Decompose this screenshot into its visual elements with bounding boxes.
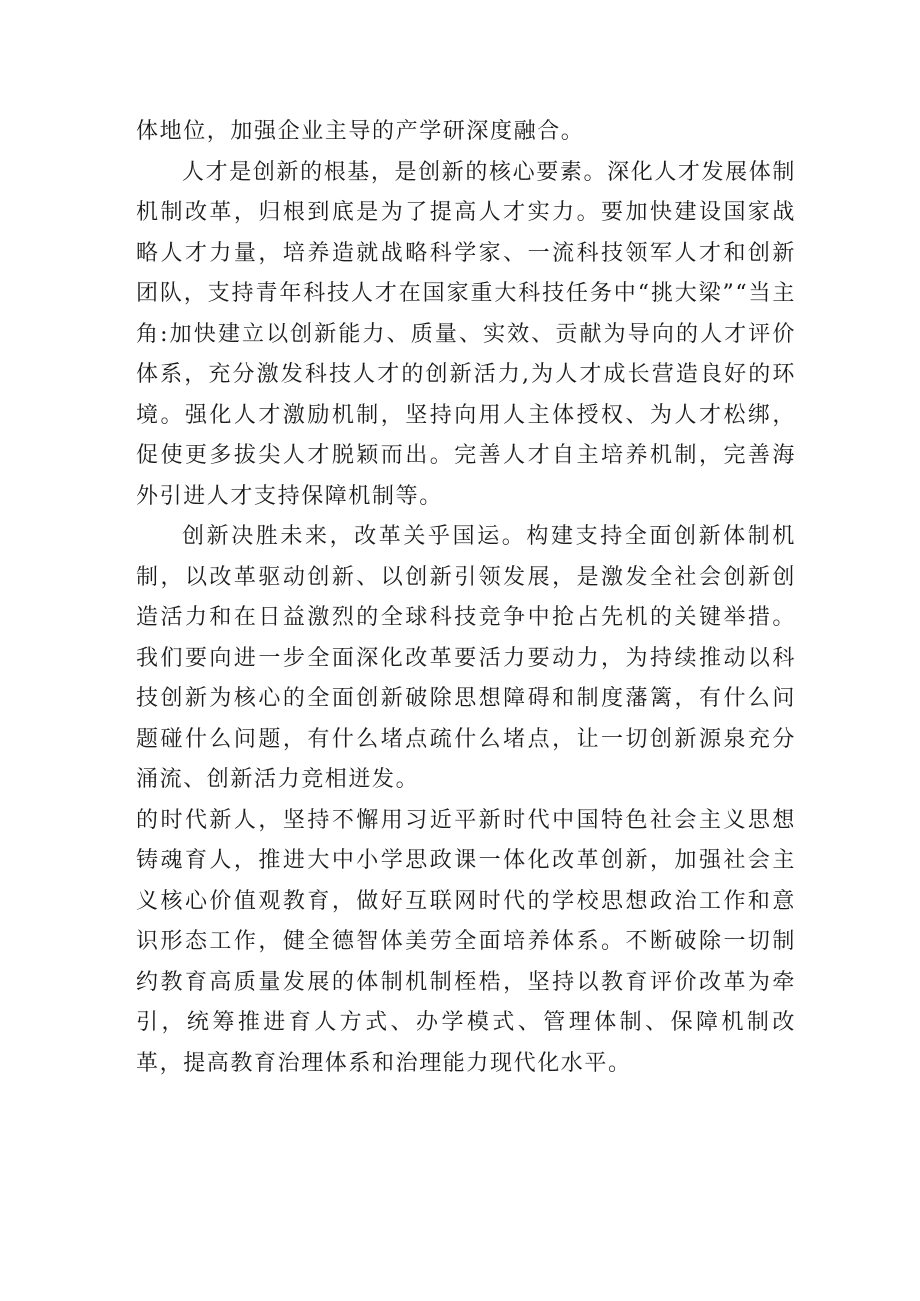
- document-body: [136, 112, 796, 1084]
- paragraph-1: 体地位，加强企业主导的产学研深度融合。: [136, 119, 585, 144]
- paragraph-4: 的时代新人，坚持不懈用习近平新时代中国特色社会主义思想铸魂育人，推进大中小学思政课一体化改革创新，加强社会主义核心价值观教育，做好互联网时代的学校思想政治工作和意识形态工作，健全德智体美劳全面培养体系。不断破除一切制约教育高质量发展的体制机制桎梏，坚持以教育评价改革为牵引，统筹推进育人方式、办学模式、管理体制、保障机制改革，提高教育治理体系和治理能力现代化水平。: [136, 807, 796, 1076]
- paragraph-2: 人才是创新的根基，是创新的核心要素。深化人才发展体制机制改革，归根到底是为了提高人才实力。要加快建设国家战略人才力量，培养造就战略科学家、一流科技领军人才和创新团队，支持青年科技人才在国家重大科技任务中“挑大梁”“当主角:加快建立以创新能力、质量、实效、贡献为导向的人才评价体系，充分激发科技人才的创新活力,为人才成长营造良好的环境。强化人才激励机制，坚持向用人主体授权、为人才松绑，促使更多拔尖人才脱颖而出。完善人才自主培养机制，完善海外引进人才支持保障机制等。: [136, 159, 796, 509]
- paragraph-3: 创新决胜未来，改革关乎国运。构建支持全面创新体制机制，以改革驱动创新、以创新引领发展，是激发全社会创新创造活力和在日益激烈的全球科技竞争中抢占先机的关键举措。我们要向进一步全面深化改革要活力要动力，为持续推动以科技创新为核心的全面创新破除思想障碍和制度藩篱，有什么问题碰什么问题，有什么堵点疏什么堵点，让一切创新源泉充分涌流、创新活力竞相迸发。: [136, 524, 796, 792]
